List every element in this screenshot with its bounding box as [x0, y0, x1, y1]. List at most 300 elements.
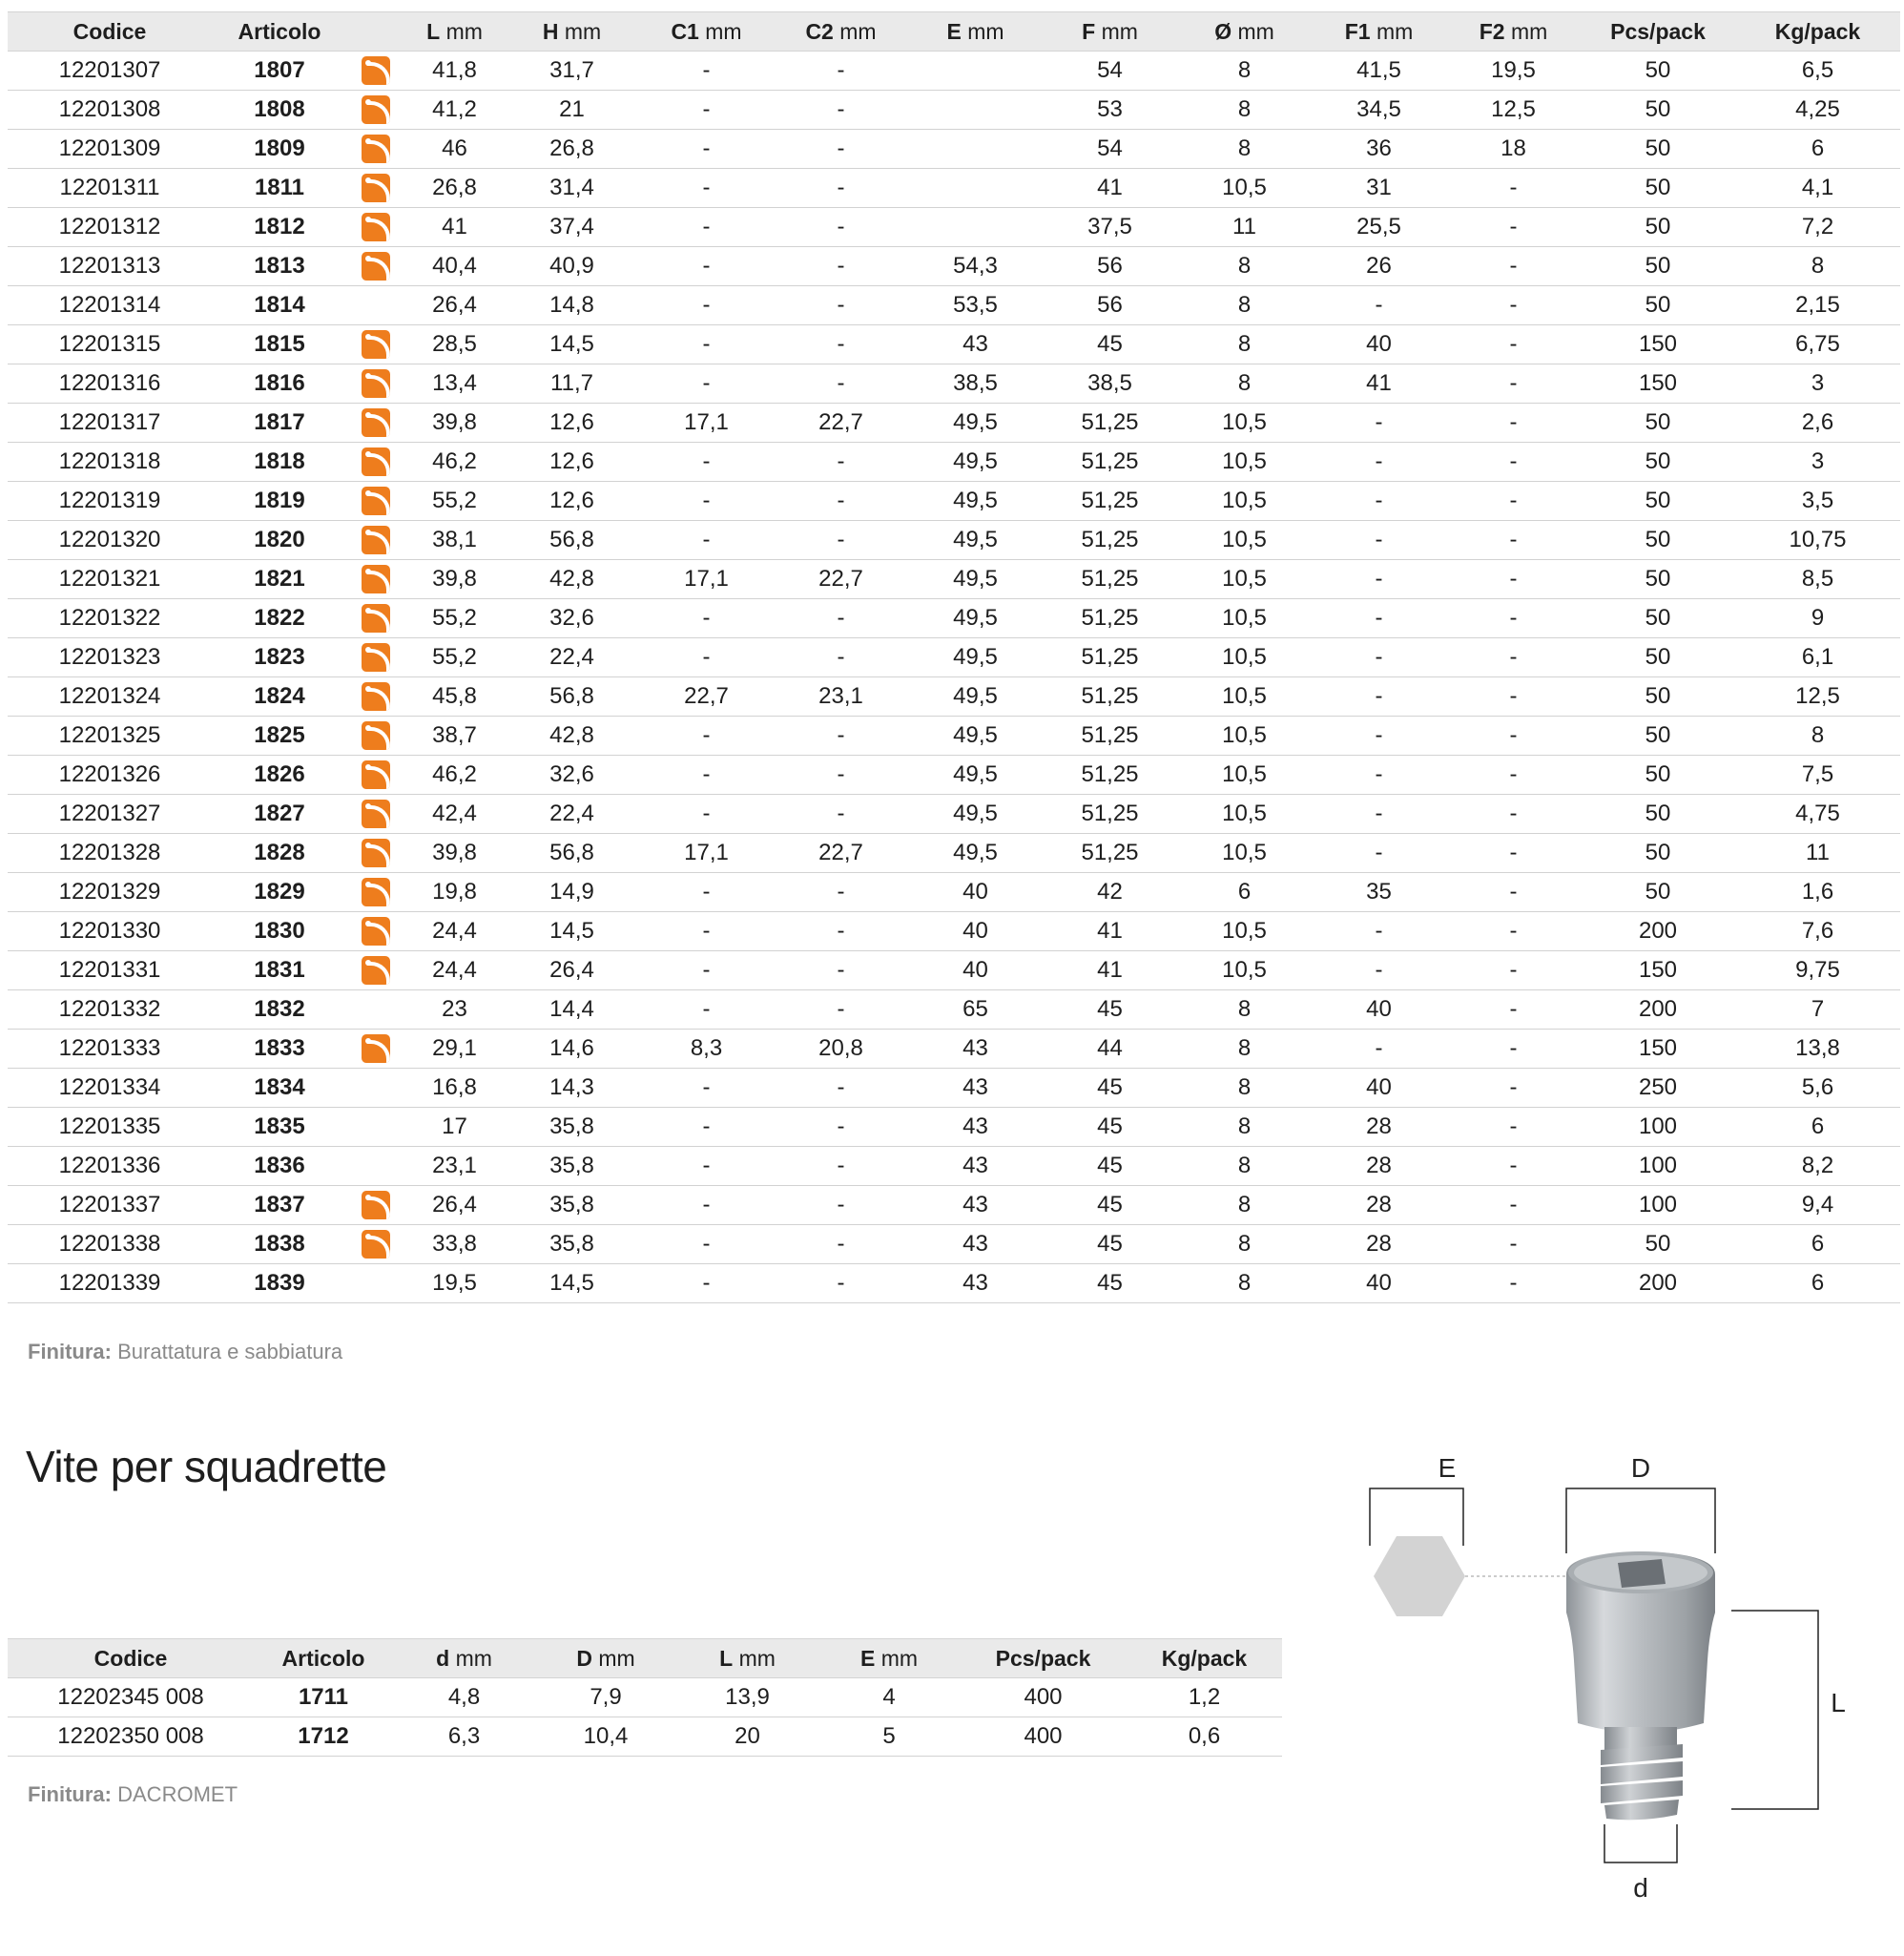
cell-f: 41 [1043, 951, 1177, 990]
cell-c1: - [639, 717, 774, 756]
column-header-name: Codice [72, 18, 147, 44]
cell-l: 19,8 [404, 873, 505, 912]
icon-cell [347, 677, 404, 717]
cell-kg: 3 [1735, 364, 1900, 404]
cell-d: 10,5 [1177, 482, 1312, 521]
cell-pcs: 200 [1581, 990, 1735, 1030]
icon-cell [347, 795, 404, 834]
cell-kg: 9,75 [1735, 951, 1900, 990]
cell-f1: - [1312, 286, 1446, 325]
cell-h: 21 [505, 91, 639, 130]
cell-pcs: 50 [1581, 247, 1735, 286]
cell-pcs: 150 [1581, 364, 1735, 404]
cell-h: 31,4 [505, 169, 639, 208]
cell-c1: - [639, 795, 774, 834]
cell-f: 51,25 [1043, 638, 1177, 677]
cell-e: 49,5 [908, 521, 1043, 560]
icon-cell [347, 364, 404, 404]
table-row [8, 52, 1900, 91]
column-header-name: L [719, 1645, 734, 1671]
column-header [818, 1639, 960, 1678]
cell-c1: - [639, 91, 774, 130]
cell-c1: 17,1 [639, 560, 774, 599]
cell-h: 56,8 [505, 521, 639, 560]
icon-cell [347, 325, 404, 364]
cell-c2: - [774, 795, 908, 834]
cell-code: 12201331 [8, 951, 212, 990]
table-row [8, 482, 1900, 521]
orange-bracket-icon [362, 604, 390, 633]
cell-h: 35,8 [505, 1225, 639, 1264]
cell-f2: - [1446, 443, 1581, 482]
cell-c2: - [774, 1225, 908, 1264]
icon-cell [347, 443, 404, 482]
cell-art: 1820 [212, 521, 347, 560]
orange-bracket-icon [362, 682, 390, 711]
cell-d: 8 [1177, 1147, 1312, 1186]
column-header [1127, 1639, 1282, 1678]
cell-f: 45 [1043, 990, 1177, 1030]
cell-kg: 4,75 [1735, 795, 1900, 834]
cell-f1: - [1312, 404, 1446, 443]
table-row [8, 912, 1900, 951]
cell-l: 45,8 [404, 677, 505, 717]
cell-e: 43 [908, 1069, 1043, 1108]
cell-l: 39,8 [404, 404, 505, 443]
icon-cell [347, 286, 404, 325]
cell-code: 12201325 [8, 717, 212, 756]
column-header-name: Articolo [238, 18, 321, 44]
table-row [8, 990, 1900, 1030]
cell-f1: 28 [1312, 1225, 1446, 1264]
cell-code: 12201319 [8, 482, 212, 521]
label-D: D [1630, 1453, 1651, 1483]
thread-2 [1601, 1761, 1683, 1784]
table-row [8, 1186, 1900, 1225]
cell-kg: 7,2 [1735, 208, 1900, 247]
cell-pcs: 400 [960, 1717, 1127, 1757]
cell-f: 51,25 [1043, 756, 1177, 795]
column-header [8, 12, 212, 52]
cell-c1: 8,3 [639, 1030, 774, 1069]
icon-cell [347, 834, 404, 873]
cell-c2: - [774, 912, 908, 951]
table-row [8, 873, 1900, 912]
icon-cell [347, 247, 404, 286]
cell-d: 8 [1177, 247, 1312, 286]
column-header-name: Kg/pack [1161, 1645, 1248, 1671]
cell-kg: 3 [1735, 443, 1900, 482]
cell-h: 37,4 [505, 208, 639, 247]
cell-h: 14,5 [505, 325, 639, 364]
cell-e: 49,5 [908, 560, 1043, 599]
cell-l: 38,7 [404, 717, 505, 756]
cell-f2: - [1446, 599, 1581, 638]
orange-bracket-icon [362, 643, 390, 672]
cell-pcs: 100 [1581, 1147, 1735, 1186]
cell-art: 1839 [212, 1264, 347, 1303]
cell-f1: 31 [1312, 169, 1446, 208]
cell-f1: 40 [1312, 325, 1446, 364]
cell-kg: 8,5 [1735, 560, 1900, 599]
table-row [8, 1717, 1282, 1757]
cell-d: 8 [1177, 130, 1312, 169]
icon-cell [347, 1069, 404, 1108]
cell-c1: - [639, 873, 774, 912]
cell-f: 45 [1043, 1147, 1177, 1186]
cell-f1: - [1312, 599, 1446, 638]
table-row [8, 599, 1900, 638]
cell-f2: - [1446, 834, 1581, 873]
cell-code: 12201312 [8, 208, 212, 247]
cell-c1: - [639, 169, 774, 208]
table-row [8, 638, 1900, 677]
socket-recess [1618, 1559, 1666, 1588]
cell-c1: - [639, 1069, 774, 1108]
column-header-name: L [426, 18, 441, 44]
table-row [8, 521, 1900, 560]
cell-code: 12201320 [8, 521, 212, 560]
icon-cell [347, 130, 404, 169]
cell-c2: - [774, 130, 908, 169]
cell-pcs: 250 [1581, 1069, 1735, 1108]
cell-e: 43 [908, 1186, 1043, 1225]
cell-art: 1832 [212, 990, 347, 1030]
table-row [8, 560, 1900, 599]
cell-code: 12201317 [8, 404, 212, 443]
table-header-row [8, 12, 1900, 52]
cell-c2: - [774, 1147, 908, 1186]
cell-h: 42,8 [505, 560, 639, 599]
cell-d: 10,5 [1177, 169, 1312, 208]
cell-h: 14,9 [505, 873, 639, 912]
cell-c1: - [639, 521, 774, 560]
cell-f1: - [1312, 677, 1446, 717]
cell-kg: 6 [1735, 1264, 1900, 1303]
cell-f2: - [1446, 1069, 1581, 1108]
cell-f2: - [1446, 717, 1581, 756]
orange-bracket-icon [362, 95, 390, 124]
cell-l: 46 [404, 130, 505, 169]
cell-l: 39,8 [404, 834, 505, 873]
cell-h: 32,6 [505, 756, 639, 795]
icon-cell [347, 560, 404, 599]
cell-c1: - [639, 1225, 774, 1264]
orange-bracket-icon [362, 252, 390, 281]
cell-f: 54 [1043, 130, 1177, 169]
cell-f: 38,5 [1043, 364, 1177, 404]
icon-cell [347, 990, 404, 1030]
cell-pcs: 50 [1581, 286, 1735, 325]
cell-e: 49,5 [908, 638, 1043, 677]
icon-cell [347, 404, 404, 443]
cell-c1: 17,1 [639, 834, 774, 873]
label-L: L [1831, 1688, 1846, 1717]
cell-c1: - [639, 1264, 774, 1303]
cell-f2: - [1446, 756, 1581, 795]
thread-3 [1601, 1780, 1683, 1803]
cell-pcs: 50 [1581, 756, 1735, 795]
cell-c1: - [639, 990, 774, 1030]
table-row [8, 130, 1900, 169]
cell-kg: 11 [1735, 834, 1900, 873]
cell-code: 12201327 [8, 795, 212, 834]
cell-kg: 8,2 [1735, 1147, 1900, 1186]
cell-l: 29,1 [404, 1030, 505, 1069]
table-row [8, 208, 1900, 247]
column-header [347, 12, 404, 52]
cell-code: 12201322 [8, 599, 212, 638]
cell-code: 12201321 [8, 560, 212, 599]
table-row [8, 1030, 1900, 1069]
cell-c1: - [639, 756, 774, 795]
cell-f: 44 [1043, 1030, 1177, 1069]
column-header-unit: mm [445, 18, 483, 44]
cell-c1: - [639, 286, 774, 325]
cell-f: 51,25 [1043, 795, 1177, 834]
cell-art: 1826 [212, 756, 347, 795]
cell-art: 1711 [254, 1678, 393, 1717]
cell-d: 8 [1177, 91, 1312, 130]
cell-pcs: 50 [1581, 169, 1735, 208]
cell-art: 1827 [212, 795, 347, 834]
table-row [8, 834, 1900, 873]
cell-h: 42,8 [505, 717, 639, 756]
orange-bracket-icon [362, 956, 390, 985]
orange-bracket-icon [362, 878, 390, 906]
orange-bracket-icon [362, 526, 390, 554]
cell-pcs: 50 [1581, 834, 1735, 873]
icon-cell [347, 482, 404, 521]
cell-c2: - [774, 443, 908, 482]
cell-pcs: 100 [1581, 1186, 1735, 1225]
cell-art: 1818 [212, 443, 347, 482]
cell-pcs: 50 [1581, 1225, 1735, 1264]
cell-h: 14,5 [505, 1264, 639, 1303]
cell-c1: - [639, 1108, 774, 1147]
column-header-unit: mm [598, 1645, 635, 1671]
screw-diagram [1355, 1441, 1889, 1918]
cell-pcs: 100 [1581, 1108, 1735, 1147]
column-header-unit: mm [455, 1645, 492, 1671]
cell-e: 49,5 [908, 443, 1043, 482]
cell-d: 10,5 [1177, 795, 1312, 834]
cell-code: 12201313 [8, 247, 212, 286]
column-header-name: H [542, 18, 559, 44]
cell-f: 51,25 [1043, 599, 1177, 638]
table-row [8, 91, 1900, 130]
cell-kg: 10,75 [1735, 521, 1900, 560]
cell-d: 10,5 [1177, 404, 1312, 443]
cell-art: 1817 [212, 404, 347, 443]
cell-code: 12201328 [8, 834, 212, 873]
cell-pcs: 50 [1581, 130, 1735, 169]
column-header-name: F2 [1479, 18, 1505, 44]
cell-f2: - [1446, 990, 1581, 1030]
cell-f2: - [1446, 247, 1581, 286]
cell-f1: 41 [1312, 364, 1446, 404]
cell-d: 8 [1177, 325, 1312, 364]
cell-pcs: 50 [1581, 677, 1735, 717]
cell-code: 12201308 [8, 91, 212, 130]
cell-kg: 9,4 [1735, 1186, 1900, 1225]
cell-f: 45 [1043, 1225, 1177, 1264]
cell-d: 10,5 [1177, 638, 1312, 677]
cell-f: 51,25 [1043, 834, 1177, 873]
cell-code: 12201335 [8, 1108, 212, 1147]
cell-d: 8 [1177, 1069, 1312, 1108]
cell-f2: - [1446, 482, 1581, 521]
cell-kg: 6,75 [1735, 325, 1900, 364]
cell-c1: - [639, 325, 774, 364]
cell-h: 12,6 [505, 443, 639, 482]
cell-d: 8 [1177, 1264, 1312, 1303]
cell-d: 10,5 [1177, 521, 1312, 560]
cell-e: 49,5 [908, 599, 1043, 638]
table-row [8, 1225, 1900, 1264]
cell-pcs: 400 [960, 1678, 1127, 1717]
cell-kg: 8 [1735, 717, 1900, 756]
cell-art: 1814 [212, 286, 347, 325]
cell-e [908, 52, 1043, 91]
cell-e: 43 [908, 1108, 1043, 1147]
cell-f: 54 [1043, 52, 1177, 91]
cell-art: 1809 [212, 130, 347, 169]
cell-kg: 6,1 [1735, 638, 1900, 677]
cell-code: 12201336 [8, 1147, 212, 1186]
cell-f1: - [1312, 912, 1446, 951]
screw-table-header-row [8, 1639, 1282, 1678]
cell-l: 23,1 [404, 1147, 505, 1186]
column-header-name: Pcs/pack [1610, 18, 1706, 44]
cell-f2: - [1446, 638, 1581, 677]
cell-d: 8 [1177, 1225, 1312, 1264]
icon-cell [347, 91, 404, 130]
column-header-name: C2 [805, 18, 834, 44]
cell-f1: 28 [1312, 1108, 1446, 1147]
cell-f2: - [1446, 560, 1581, 599]
icon-cell [347, 52, 404, 91]
cell-f: 42 [1043, 873, 1177, 912]
cell-c1: 22,7 [639, 677, 774, 717]
column-header-name: d [436, 1645, 450, 1671]
column-header [639, 12, 774, 52]
cell-d: 8 [1177, 1108, 1312, 1147]
cell-f: 37,5 [1043, 208, 1177, 247]
finish-value: DACROMET [117, 1782, 238, 1806]
cell-c2: - [774, 52, 908, 91]
cell-code: 12201338 [8, 1225, 212, 1264]
cell-e: 49,5 [908, 482, 1043, 521]
cell-art: 1807 [212, 52, 347, 91]
column-header-unit: mm [1376, 18, 1414, 44]
cell-f2: - [1446, 169, 1581, 208]
cell-f1: - [1312, 951, 1446, 990]
cell-f: 41 [1043, 169, 1177, 208]
cell-f: 45 [1043, 1264, 1177, 1303]
cell-l: 42,4 [404, 795, 505, 834]
table-body [8, 52, 1900, 1303]
cell-c2: - [774, 208, 908, 247]
finish-value: Burattatura e sabbiatura [117, 1340, 343, 1363]
cell-c2: - [774, 364, 908, 404]
cell-d: 10,5 [1177, 599, 1312, 638]
icon-cell [347, 521, 404, 560]
cell-h: 22,4 [505, 638, 639, 677]
column-header [1177, 12, 1312, 52]
cell-l: 26,4 [404, 1186, 505, 1225]
cell-h: 11,7 [505, 364, 639, 404]
cell-c2: - [774, 286, 908, 325]
cell-f: 51,25 [1043, 717, 1177, 756]
orange-bracket-icon [362, 408, 390, 437]
cell-l: 19,5 [404, 1264, 505, 1303]
cell-f: 51,25 [1043, 404, 1177, 443]
cell-l: 46,2 [404, 756, 505, 795]
cell-f1: - [1312, 834, 1446, 873]
cell-code: 12201329 [8, 873, 212, 912]
cell-e: 49,5 [908, 677, 1043, 717]
column-header [774, 12, 908, 52]
cell-d: 4,8 [393, 1678, 535, 1717]
cell-f1: - [1312, 443, 1446, 482]
orange-bracket-icon [362, 369, 390, 398]
cell-art: 1831 [212, 951, 347, 990]
cell-kg: 3,5 [1735, 482, 1900, 521]
cell-c2: 22,7 [774, 834, 908, 873]
cell-f2: - [1446, 404, 1581, 443]
cell-art: 1835 [212, 1108, 347, 1147]
cell-d: 10,5 [1177, 677, 1312, 717]
cell-art: 1833 [212, 1030, 347, 1069]
column-header [404, 12, 505, 52]
cell-f2: - [1446, 951, 1581, 990]
cell-h: 26,4 [505, 951, 639, 990]
cell-e [908, 130, 1043, 169]
table-row [8, 247, 1900, 286]
icon-cell [347, 912, 404, 951]
cell-kg: 6 [1735, 130, 1900, 169]
products-table [8, 11, 1900, 1303]
table-row [8, 443, 1900, 482]
icon-cell [347, 1147, 404, 1186]
cell-h: 31,7 [505, 52, 639, 91]
cell-e: 65 [908, 990, 1043, 1030]
cell-f1: 28 [1312, 1147, 1446, 1186]
cell-pcs: 50 [1581, 91, 1735, 130]
table-row [8, 795, 1900, 834]
cell-h: 14,6 [505, 1030, 639, 1069]
cell-kg: 6 [1735, 1225, 1900, 1264]
cell-pcs: 50 [1581, 521, 1735, 560]
cell-f: 56 [1043, 247, 1177, 286]
cell-code: 12201330 [8, 912, 212, 951]
cell-c2: - [774, 990, 908, 1030]
cell-h: 14,5 [505, 912, 639, 951]
icon-cell [347, 951, 404, 990]
cell-c1: - [639, 1147, 774, 1186]
column-header [1446, 12, 1581, 52]
cell-e: 49,5 [908, 717, 1043, 756]
column-header-name: Pcs/pack [995, 1645, 1091, 1671]
cell-art: 1838 [212, 1225, 347, 1264]
column-header [212, 12, 347, 52]
cell-d: 6,3 [393, 1717, 535, 1757]
orange-bracket-icon [362, 56, 390, 85]
cell-l: 41 [404, 208, 505, 247]
cell-f2: - [1446, 325, 1581, 364]
cell-h: 35,8 [505, 1186, 639, 1225]
